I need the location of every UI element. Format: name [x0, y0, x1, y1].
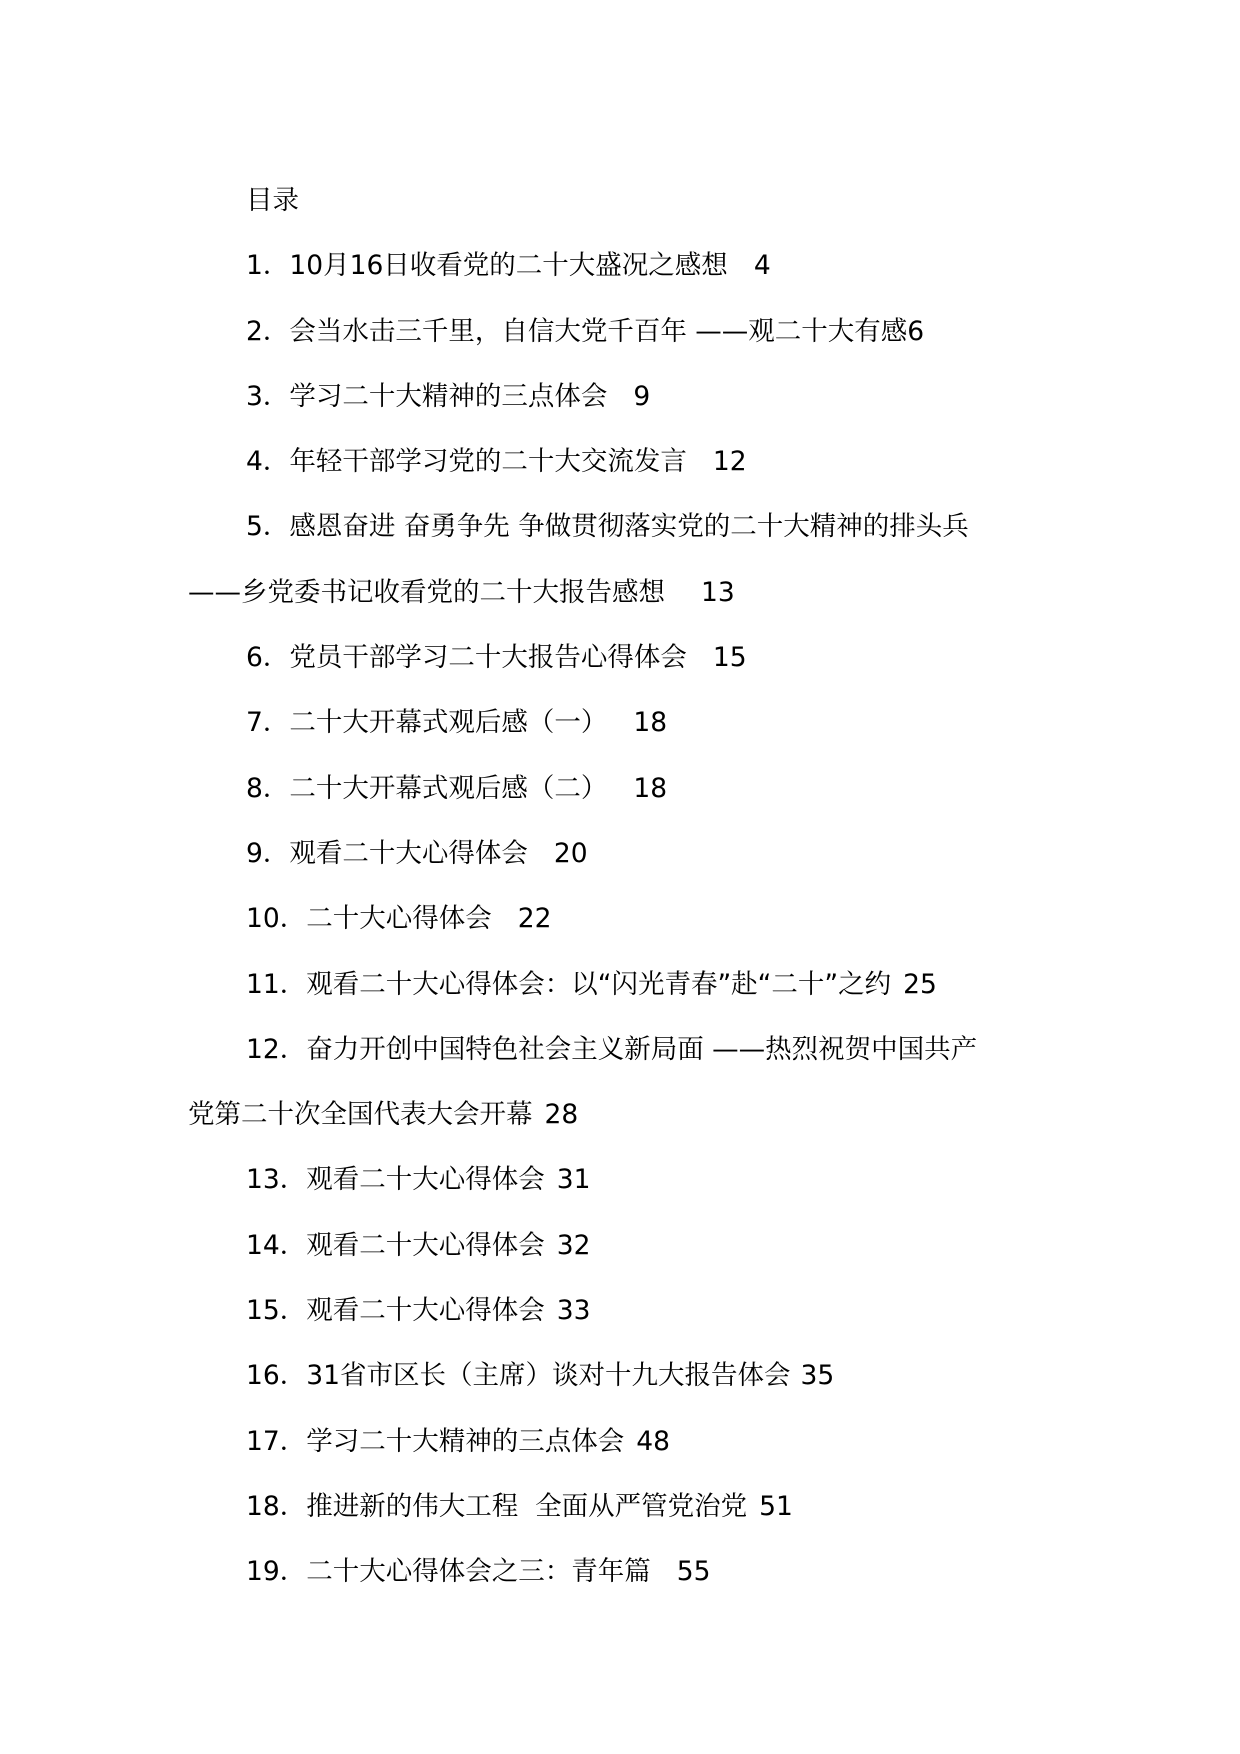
toc-entry-text: 12．奋力开创中国特色社会主义新局面 ——热烈祝贺中国共产 [246, 1033, 978, 1065]
toc-entry-text: 8．二十大开幕式观后感（二） [246, 772, 608, 804]
toc-entry-page: 12 [712, 446, 747, 478]
toc-entry-text: ——乡党委书记收看党的二十大报告感想 [188, 576, 665, 608]
toc-entry-page: 33 [556, 1295, 591, 1327]
toc-entry-page: 51 [759, 1490, 793, 1522]
toc-entry-text: 15．观看二十大心得体会 [246, 1295, 545, 1327]
toc-entry[interactable] [188, 625, 1068, 690]
toc-entry-page: 25 [903, 968, 937, 1000]
toc-entry[interactable] [188, 299, 1068, 364]
toc-entry[interactable] [188, 364, 1068, 429]
toc-entry-page: 6 [907, 315, 925, 347]
toc-entry[interactable] [188, 756, 1068, 821]
toc-entry[interactable] [188, 1147, 1068, 1212]
toc-entry-page: 18 [633, 772, 668, 804]
toc-entry-page: 9 [633, 380, 651, 412]
toc-entry-continuation[interactable] [188, 1082, 1068, 1147]
toc-entry-text: 4．年轻干部学习党的二十大交流发言 [246, 446, 687, 478]
toc-entry[interactable] [188, 886, 1068, 951]
toc-entry-continuation[interactable] [188, 560, 1068, 625]
toc-entry[interactable] [188, 1343, 1068, 1408]
toc-entry-text: 9．观看二十大心得体会 [246, 837, 528, 869]
toc-entry-page: 31 [556, 1164, 591, 1196]
toc-entry-page: 28 [544, 1099, 579, 1131]
toc-entry[interactable] [188, 1539, 1068, 1604]
toc-entry-text: 10．二十大心得体会 [246, 903, 492, 935]
toc-entry-text: 1．10月16日收看党的二十大盛况之感想 [246, 250, 728, 282]
toc-entry-page: 55 [676, 1556, 711, 1588]
toc-entry-text: 党第二十次全国代表大会开幕 [188, 1099, 533, 1131]
toc-entry-text: 11．观看二十大心得体会：以“闪光青春”赴“二十”之约 [246, 968, 892, 1000]
toc-entry-page: 13 [701, 576, 735, 608]
toc-entry[interactable] [188, 1474, 1068, 1539]
toc-entry[interactable] [188, 1017, 1068, 1082]
toc-entry-text: 3．学习二十大精神的三点体会 [246, 380, 608, 412]
toc-entry-text: 17．学习二十大精神的三点体会 [246, 1425, 625, 1457]
toc-entry[interactable] [188, 233, 1068, 298]
toc-entry-text: 18．推进新的伟大工程 全面从严管党治党 [246, 1490, 748, 1522]
toc-entry[interactable] [188, 1213, 1068, 1278]
toc-entry-text: 14．观看二十大心得体会 [246, 1229, 545, 1261]
toc-entry-text: 16．31省市区长（主席）谈对十九大报告体会 [246, 1360, 791, 1392]
toc-entry-page: 18 [633, 707, 668, 739]
toc-entry-text: 5．感恩奋进 奋勇争先 争做贯彻落实党的二十大精神的排头兵 [246, 511, 969, 543]
toc-entry-page: 4 [753, 250, 771, 282]
toc-entry-text: 2．会当水击三千里，自信大党千百年 ——观二十大有感 [246, 315, 908, 347]
toc-entry-page: 15 [712, 642, 747, 674]
toc-entry[interactable] [188, 952, 1068, 1017]
toc-entry[interactable] [188, 1278, 1068, 1343]
toc-entry-page: 48 [636, 1425, 670, 1457]
toc-entry[interactable] [188, 429, 1068, 494]
toc-entry-page: 20 [553, 837, 588, 869]
toc-entry-text: 13．观看二十大心得体会 [246, 1164, 545, 1196]
toc-entry-text: 7．二十大开幕式观后感（一） [246, 707, 608, 739]
toc-entry[interactable] [188, 494, 1068, 559]
toc-entry[interactable] [188, 690, 1068, 755]
toc-entry-page: 22 [517, 903, 552, 935]
toc-entry-page: 32 [556, 1229, 591, 1261]
toc-entry-text: 19．二十大心得体会之三：青年篇 [246, 1556, 651, 1588]
table-of-contents [188, 168, 1068, 1605]
toc-entry-page: 35 [800, 1360, 835, 1392]
toc-title: 目录 [246, 185, 299, 216]
toc-entry[interactable] [188, 1409, 1068, 1474]
toc-entry[interactable] [188, 821, 1068, 886]
toc-entry-text: 6．党员干部学习二十大报告心得体会 [246, 642, 687, 674]
